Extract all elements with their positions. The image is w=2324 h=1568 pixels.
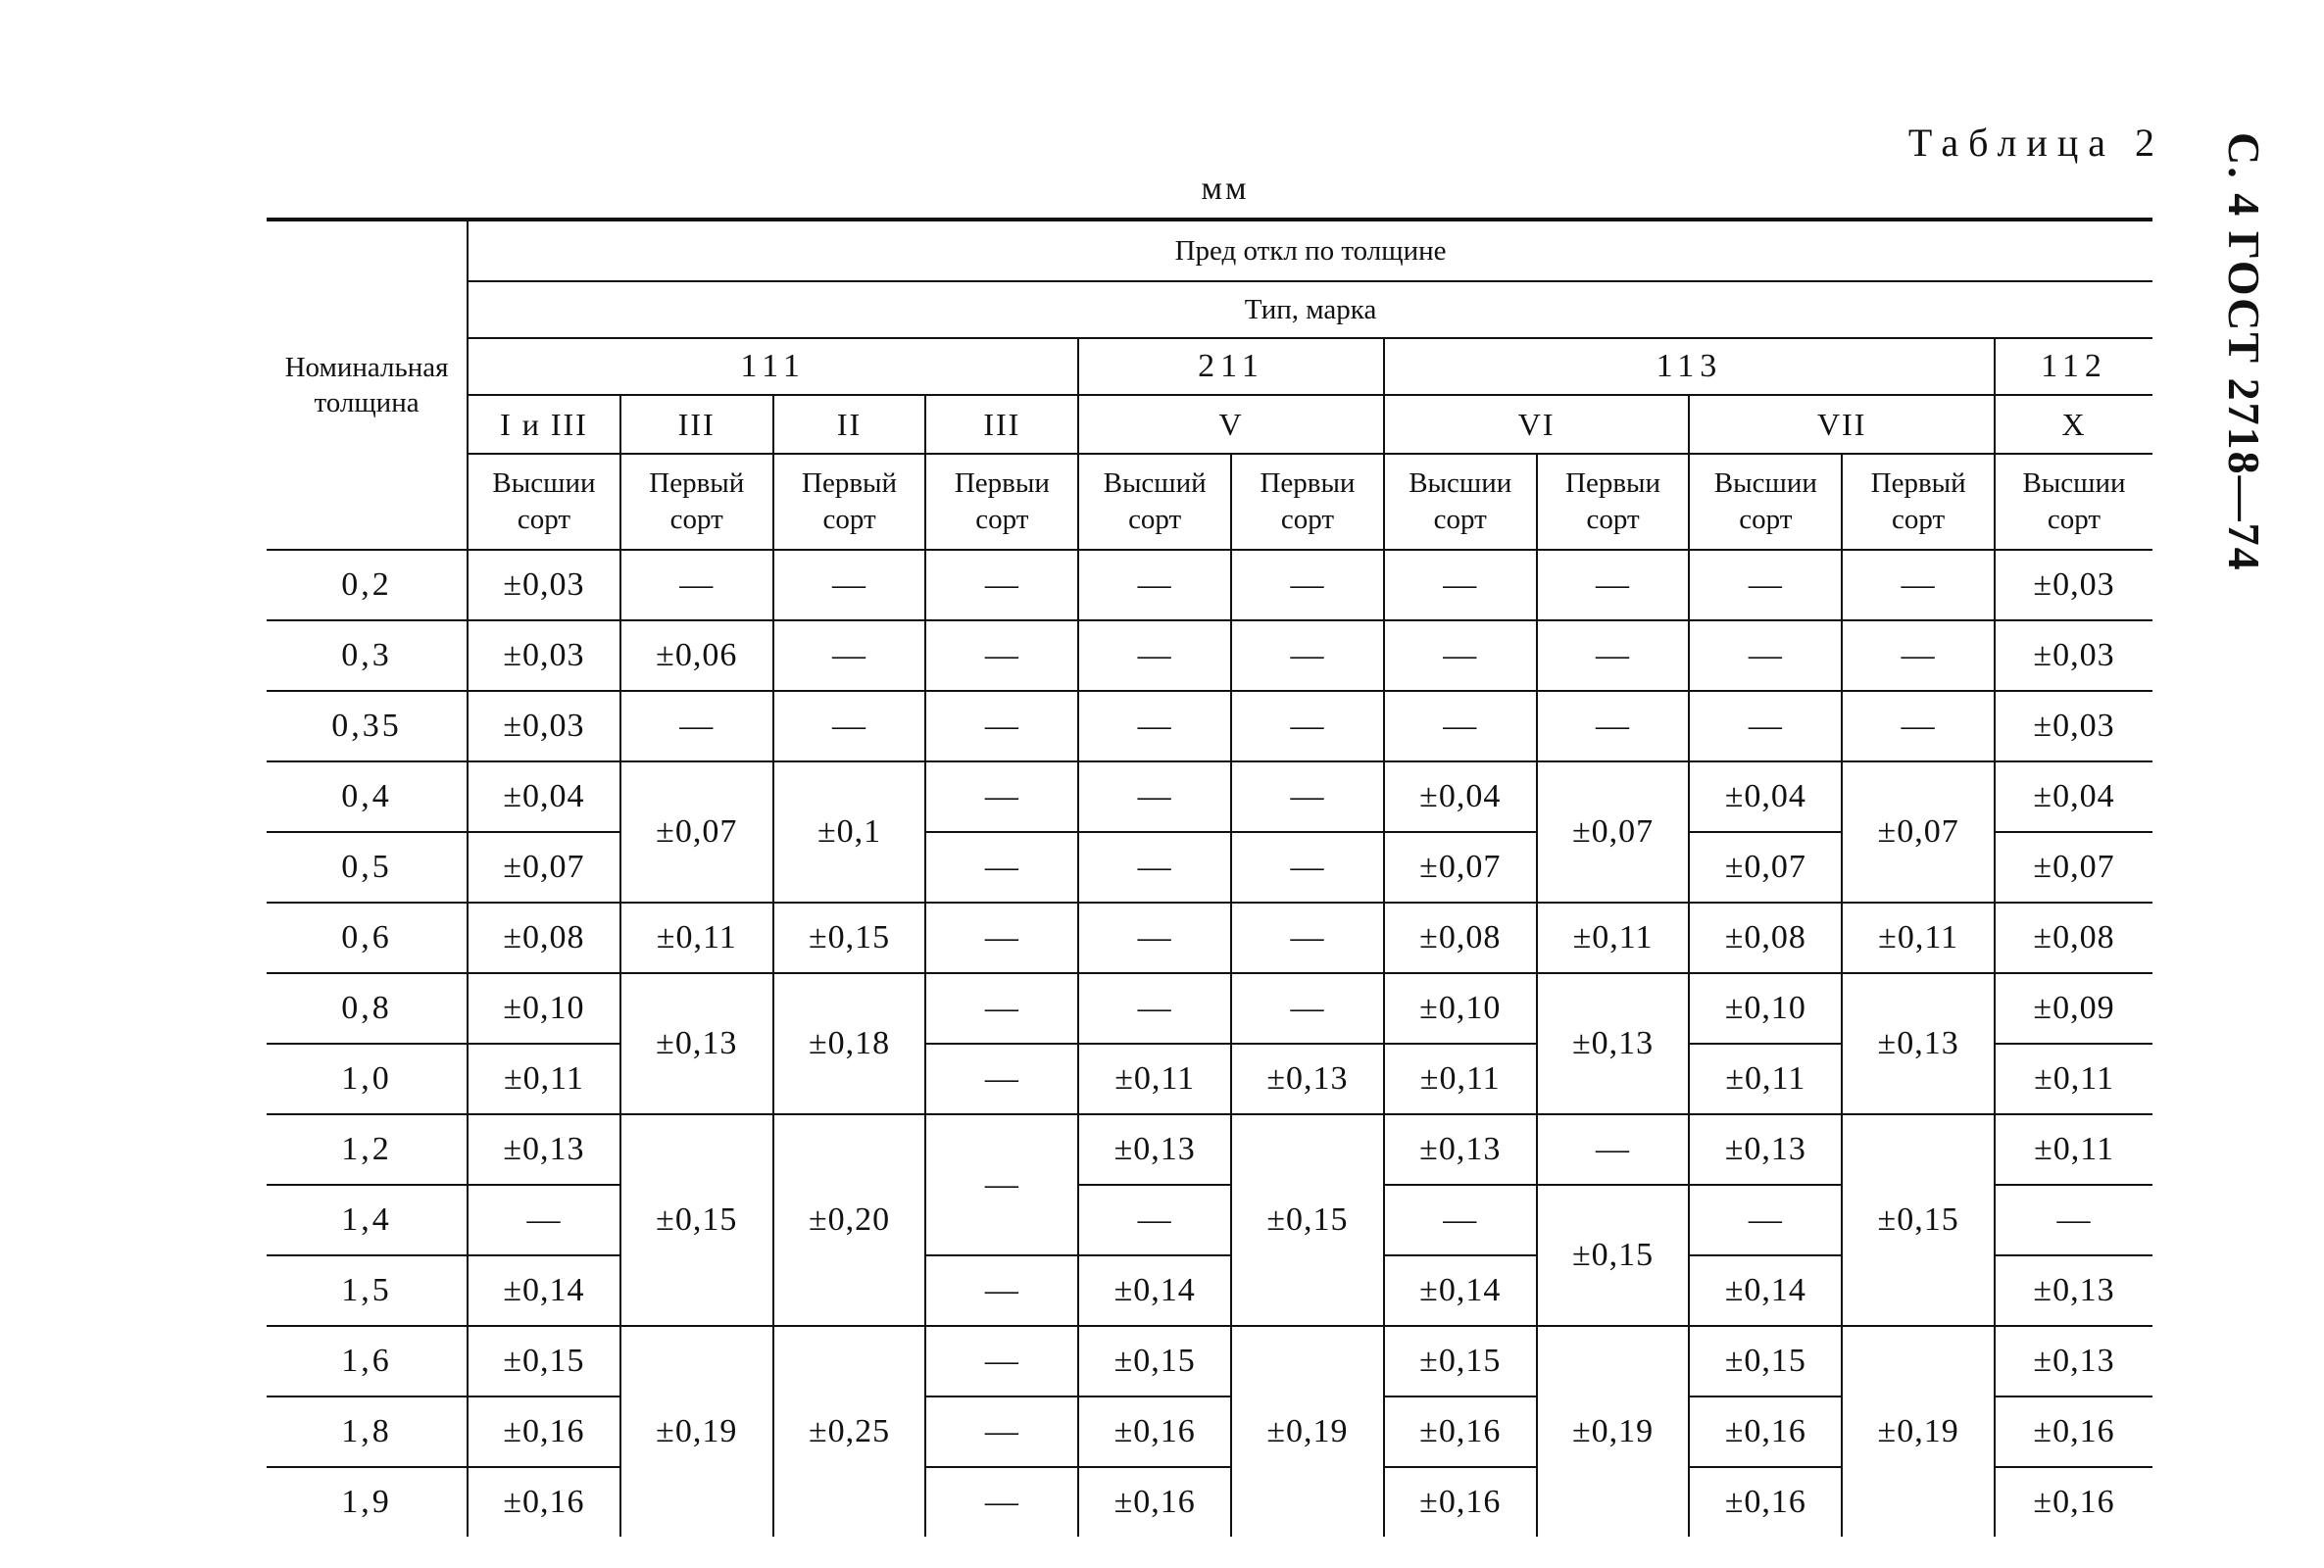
deviation-cell: ±0,14 [1384, 1255, 1537, 1326]
deviation-cell: — [1231, 550, 1384, 620]
grade-header: Первый сорт [773, 454, 926, 550]
nominal-thickness-cell: 0,5 [267, 832, 468, 903]
deviation-cell: ±0,15 [1231, 1114, 1384, 1326]
deviation-cell: ±0,13 [468, 1114, 620, 1185]
deviation-cell: ±0,15 [1689, 1326, 1842, 1396]
deviation-cell: ±0,15 [1537, 1185, 1690, 1326]
deviation-cell: ±0,15 [1384, 1326, 1537, 1396]
deviation-cell: — [925, 550, 1078, 620]
group-header: 113 [1384, 338, 1995, 395]
deviation-cell: ±0,16 [1689, 1467, 1842, 1537]
deviation-cell: — [1842, 550, 1995, 620]
deviation-cell: — [925, 1467, 1078, 1537]
deviation-cell: — [1078, 691, 1231, 761]
deviation-cell: ±0,11 [1537, 903, 1690, 973]
deviation-cell: — [1384, 550, 1537, 620]
deviation-cell: ±0,13 [1078, 1114, 1231, 1185]
deviation-cell: ±0,11 [1995, 1114, 2152, 1185]
deviation-cell: ±0,11 [1078, 1044, 1231, 1114]
deviation-cell: ±0,03 [468, 550, 620, 620]
grade-header: Первыи сорт [1537, 454, 1690, 550]
nominal-thickness-cell: 0,3 [267, 620, 468, 691]
nominal-thickness-cell: 1,8 [267, 1396, 468, 1467]
nominal-thickness-cell: 0,4 [267, 761, 468, 832]
deviation-cell: — [925, 761, 1078, 832]
deviation-cell: ±0,13 [1689, 1114, 1842, 1185]
subgroup-header: V [1078, 395, 1384, 454]
deviation-cell: — [1231, 832, 1384, 903]
deviation-cell: ±0,03 [1995, 550, 2152, 620]
group-header: 112 [1995, 338, 2152, 395]
deviation-cell: ±0,13 [620, 973, 773, 1114]
units-label: мм [1201, 171, 1250, 207]
deviation-cell: — [1231, 973, 1384, 1044]
deviation-cell: ±0,16 [468, 1467, 620, 1537]
deviation-cell: — [925, 1114, 1078, 1255]
running-header [2176, 132, 2294, 681]
deviation-cell: ±0,07 [1689, 832, 1842, 903]
deviation-cell: ±0,08 [1384, 903, 1537, 973]
deviation-cell: ±0,25 [773, 1326, 926, 1537]
nominal-thickness-cell: 1,6 [267, 1326, 468, 1396]
deviation-cell: ±0,11 [468, 1044, 620, 1114]
deviation-cell: ±0,13 [1384, 1114, 1537, 1185]
deviation-cell: — [1078, 1185, 1231, 1255]
deviation-cell: ±0,16 [1384, 1396, 1537, 1467]
deviation-cell: ±0,07 [1384, 832, 1537, 903]
deviation-cell: ±0,20 [773, 1114, 926, 1326]
deviation-cell: — [1078, 620, 1231, 691]
deviation-cell: ±0,03 [1995, 620, 2152, 691]
deviation-cell: ±0,09 [1995, 973, 2152, 1044]
deviation-cell: — [1078, 550, 1231, 620]
deviation-cell: ±0,11 [1384, 1044, 1537, 1114]
deviation-cell: — [773, 620, 926, 691]
deviation-cell: ±0,08 [1689, 903, 1842, 973]
grade-header: Высшии сорт [1384, 454, 1537, 550]
deviation-cell: ±0,16 [1078, 1396, 1231, 1467]
deviation-cell: ±0,10 [1384, 973, 1537, 1044]
deviation-cell: — [925, 1326, 1078, 1396]
deviation-cell: ±0,18 [773, 973, 926, 1114]
subgroup-header: VI [1384, 395, 1690, 454]
deviation-cell: ±0,07 [1995, 832, 2152, 903]
type-header: Тип, марка [468, 281, 2152, 338]
deviation-cell: ±0,16 [1384, 1467, 1537, 1537]
deviation-cell: ±0,19 [1842, 1326, 1995, 1537]
grade-header: Высшии сорт [1995, 454, 2152, 550]
deviation-cell: — [620, 550, 773, 620]
group-header: 111 [468, 338, 1078, 395]
deviation-cell: ±0,19 [1537, 1326, 1690, 1537]
deviation-cell: ±0,13 [1995, 1326, 2152, 1396]
deviation-header: Пред откл по толщине [468, 220, 2152, 281]
deviation-cell: ±0,16 [1078, 1467, 1231, 1537]
deviation-cell: ±0,16 [468, 1396, 620, 1467]
deviation-cell: ±0,15 [1078, 1326, 1231, 1396]
nominal-thickness-cell: 0,35 [267, 691, 468, 761]
deviation-cell: ±0,16 [1689, 1396, 1842, 1467]
deviation-cell: ±0,19 [1231, 1326, 1384, 1537]
nominal-thickness-cell: 0,2 [267, 550, 468, 620]
grade-header: Высший сорт [1078, 454, 1231, 550]
table-body [267, 550, 2152, 1537]
subgroup-header: III [925, 395, 1078, 454]
subgroup-header: I и III [468, 395, 620, 454]
nominal-thickness-cell: 1,2 [267, 1114, 468, 1185]
deviation-cell: ±0,04 [1995, 761, 2152, 832]
deviation-cell: — [1995, 1185, 2152, 1255]
table-row [267, 620, 2152, 691]
grade-header: Первый сорт [620, 454, 773, 550]
deviation-cell: ±0,07 [1537, 761, 1690, 903]
deviation-cell: ±0,16 [1995, 1467, 2152, 1537]
deviation-cell: — [1078, 761, 1231, 832]
deviation-cell: — [620, 691, 773, 761]
nominal-thickness-header: Номинальная толщина [267, 220, 468, 550]
deviation-cell: ±0,10 [468, 973, 620, 1044]
deviation-cell: — [925, 620, 1078, 691]
deviation-cell: ±0,14 [1689, 1255, 1842, 1326]
running-header-text: С. 4 ГОСТ 2718—74 [2219, 132, 2269, 572]
deviation-cell: ±0,07 [1842, 761, 1995, 903]
deviation-cell: — [1842, 691, 1995, 761]
group-header: 211 [1078, 338, 1384, 395]
deviation-cell: — [925, 1396, 1078, 1467]
nominal-thickness-cell: 1,5 [267, 1255, 468, 1326]
table-row [267, 761, 2152, 832]
deviation-cell: — [1537, 550, 1690, 620]
deviation-cell: — [1689, 1185, 1842, 1255]
deviation-cell: ±0,03 [468, 691, 620, 761]
deviation-cell: ±0,03 [1995, 691, 2152, 761]
deviation-cell: ±0,07 [620, 761, 773, 903]
deviation-cell: ±0,04 [1384, 761, 1537, 832]
deviation-cell: — [1231, 761, 1384, 832]
deviation-cell: ±0,04 [468, 761, 620, 832]
deviation-cell: — [925, 1255, 1078, 1326]
nominal-thickness-cell: 1,9 [267, 1467, 468, 1537]
deviation-cell: ±0,10 [1689, 973, 1842, 1044]
deviation-cell: ±0,11 [1689, 1044, 1842, 1114]
table-row [267, 1326, 2152, 1396]
table-row [267, 903, 2152, 973]
grade-header: Первый сорт [1842, 454, 1995, 550]
table-row [267, 691, 2152, 761]
deviation-cell: — [1537, 1114, 1690, 1185]
deviation-cell: ±0,15 [468, 1326, 620, 1396]
deviation-cell: — [1231, 620, 1384, 691]
nominal-thickness-cell: 0,8 [267, 973, 468, 1044]
deviation-cell: — [1689, 691, 1842, 761]
deviation-cell: ±0,13 [1842, 973, 1995, 1114]
deviation-cell: ±0,04 [1689, 761, 1842, 832]
deviation-table [267, 218, 2152, 1537]
deviation-cell: — [925, 973, 1078, 1044]
deviation-cell: — [1689, 550, 1842, 620]
grade-header: Первыи сорт [1231, 454, 1384, 550]
deviation-cell: — [1384, 691, 1537, 761]
deviation-cell: ±0,03 [468, 620, 620, 691]
grade-header: Высшии сорт [1689, 454, 1842, 550]
table-row [267, 973, 2152, 1044]
deviation-cell: — [468, 1185, 620, 1255]
deviation-cell: ±0,14 [1078, 1255, 1231, 1326]
deviation-cell: — [1842, 620, 1995, 691]
grade-header: Высшии сорт [468, 454, 620, 550]
nominal-thickness-cell: 0,6 [267, 903, 468, 973]
deviation-cell: — [1078, 832, 1231, 903]
deviation-cell: ±0,19 [620, 1326, 773, 1537]
grade-header: Первыи сорт [925, 454, 1078, 550]
deviation-cell: — [925, 903, 1078, 973]
nominal-thickness-cell: 1,4 [267, 1185, 468, 1255]
table-row [267, 550, 2152, 620]
deviation-cell: — [1689, 620, 1842, 691]
deviation-cell: — [1537, 691, 1690, 761]
nominal-thickness-cell: 1,0 [267, 1044, 468, 1114]
deviation-cell: — [1537, 620, 1690, 691]
table-title: Таблица 2 [1907, 121, 2164, 165]
table-row [267, 1114, 2152, 1185]
deviation-cell: ±0,06 [620, 620, 773, 691]
deviation-cell: ±0,15 [773, 903, 926, 973]
deviation-cell: ±0,14 [468, 1255, 620, 1326]
deviation-cell: — [925, 691, 1078, 761]
deviation-cell: — [1078, 903, 1231, 973]
deviation-cell: — [1231, 903, 1384, 973]
deviation-cell: ±0,15 [1842, 1114, 1995, 1326]
deviation-cell: ±0,16 [1995, 1396, 2152, 1467]
deviation-cell: ±0,1 [773, 761, 926, 903]
deviation-cell: — [925, 832, 1078, 903]
deviation-cell: — [1078, 973, 1231, 1044]
deviation-cell: — [1384, 1185, 1537, 1255]
deviation-cell: — [773, 550, 926, 620]
deviation-cell: ±0,11 [620, 903, 773, 973]
subgroup-header: II [773, 395, 926, 454]
deviation-cell: ±0,11 [1842, 903, 1995, 973]
deviation-cell: ±0,13 [1537, 973, 1690, 1114]
deviation-cell: ±0,07 [468, 832, 620, 903]
deviation-cell: — [1384, 620, 1537, 691]
subgroup-header: X [1995, 395, 2152, 454]
deviation-cell: — [773, 691, 926, 761]
deviation-cell: — [925, 1044, 1078, 1114]
deviation-cell: ±0,15 [620, 1114, 773, 1326]
subgroup-header: VII [1689, 395, 1995, 454]
deviation-cell: ±0,08 [468, 903, 620, 973]
deviation-cell: — [1231, 691, 1384, 761]
subgroup-header: III [620, 395, 773, 454]
deviation-cell: ±0,08 [1995, 903, 2152, 973]
deviation-cell: ±0,13 [1995, 1255, 2152, 1326]
deviation-cell: ±0,11 [1995, 1044, 2152, 1114]
deviation-cell: ±0,13 [1231, 1044, 1384, 1114]
